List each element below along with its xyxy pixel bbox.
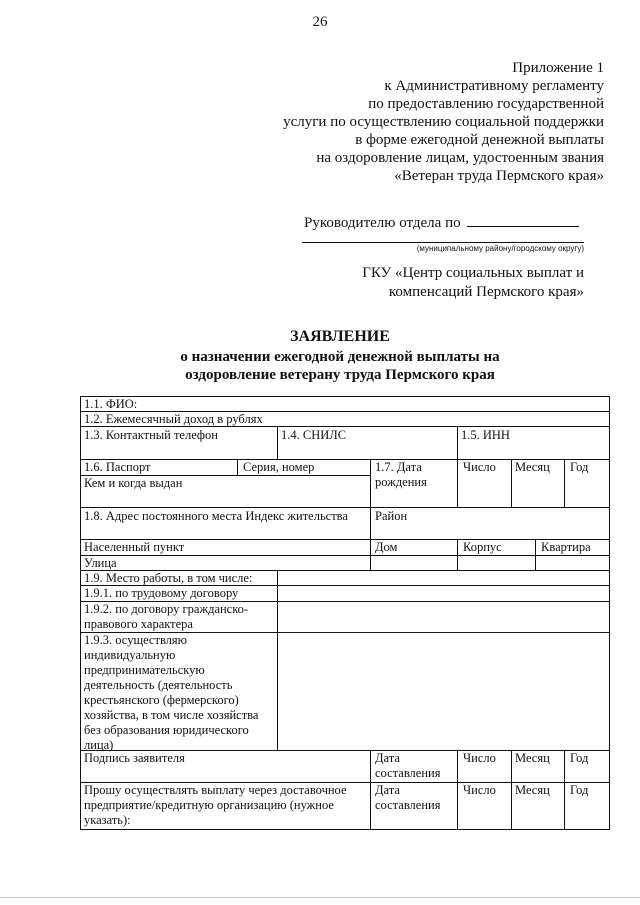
col-line (370, 459, 371, 507)
field-compose-year[interactable]: Год (570, 751, 589, 765)
appendix-line-3: по предоставлению государственной (368, 96, 604, 112)
field-work-place[interactable]: 1.9. Место работы, в том числе: (84, 571, 253, 585)
col-line (564, 459, 565, 507)
field-signature[interactable]: Подпись заявителя (84, 751, 185, 765)
col-line (564, 750, 565, 830)
appendix-line-2: к Административному регламенту (384, 78, 604, 94)
field-compose-day[interactable]: Число (463, 751, 496, 765)
page-bottom-edge (0, 897, 640, 898)
field-entrepreneur[interactable]: 1.9.3. осуществляю индивидуальную предпринимательскую деятельность (деятельность крестьянского (фермерского) хозяйства, в том числе хозяйства без образования юридического лица) (84, 633, 259, 752)
field-snils[interactable]: 1.4. СНИЛС (281, 428, 347, 442)
municipality-caption: (муниципальному району/городскому округу) (416, 244, 584, 253)
municipality-blank[interactable] (302, 242, 584, 243)
org-line-1: ГКУ «Центр социальных выплат и (362, 265, 584, 281)
col-line (80, 396, 81, 830)
field-fio[interactable]: 1.1. ФИО: (84, 397, 138, 411)
col-line (237, 459, 238, 475)
col-line (277, 426, 278, 459)
field-compose-year-2[interactable]: Год (570, 783, 589, 797)
appendix-line-1: Приложение 1 (512, 60, 604, 76)
field-passport: 1.6. Паспорт (84, 460, 151, 474)
col-line (277, 570, 278, 750)
col-line (457, 426, 458, 459)
field-street[interactable]: Улица (84, 556, 117, 570)
field-district[interactable]: Район (375, 509, 408, 523)
field-civil-contract[interactable]: 1.9.2. по договору гражданско-правового характера (84, 602, 249, 631)
recipient-line (304, 214, 579, 232)
document-title: ЗАЯВЛЕНИЕ (290, 328, 390, 345)
field-building[interactable]: Корпус (463, 540, 502, 554)
recipient-label: Руководителю отдела по (304, 215, 461, 231)
field-issued-by[interactable]: Кем и когда выдан (84, 476, 183, 490)
field-compose-month[interactable]: Месяц (515, 751, 550, 765)
appendix-line-5: в форме ежегодной денежной выплаты (355, 132, 604, 148)
field-passport-series[interactable]: Серия, номер (243, 460, 315, 474)
field-payment-request[interactable]: Прошу осуществлять выплату через доставочное предприятие/кредитную организацию (нужное указать): (84, 783, 347, 827)
field-inn[interactable]: 1.5. ИНН (461, 428, 510, 442)
col-line (457, 539, 458, 570)
recipient-blank[interactable] (467, 214, 579, 227)
col-line (511, 750, 512, 830)
field-birth-day[interactable]: Число (463, 460, 496, 474)
org-line-2: компенсаций Пермского края» (388, 284, 584, 300)
row-line (80, 507, 610, 508)
field-birth-date: 1.7. Дата рождения (375, 460, 427, 489)
appendix-line-4: услуги по осуществлению социальной поддержки (283, 114, 604, 130)
appendix-line-7: «Ветеран труда Пермского края» (394, 168, 604, 184)
field-compose-month-2[interactable]: Месяц (515, 783, 550, 797)
field-compose-date: Дата составления (375, 751, 441, 780)
appendix-line-6: на оздоровление лицам, удостоенным звания (316, 150, 604, 166)
page-number: 26 (312, 14, 328, 30)
row-line (80, 555, 610, 556)
field-phone[interactable]: 1.3. Контактный телефон (84, 428, 218, 442)
document-subtitle-1: о назначении ежегодной денежной выплаты на (180, 349, 500, 365)
field-compose-day-2[interactable]: Число (463, 783, 496, 797)
document-subtitle-2: оздоровление ветерану труда Пермского края (185, 367, 495, 383)
col-line (511, 459, 512, 507)
col-line (609, 396, 610, 830)
row-line (80, 396, 610, 397)
col-line (457, 750, 458, 830)
field-compose-date-2: Дата составления (375, 783, 441, 812)
field-birth-year[interactable]: Год (570, 460, 589, 474)
col-line (535, 539, 536, 570)
field-labor-contract[interactable]: 1.9.1. по трудовому договору (84, 586, 239, 600)
field-house[interactable]: Дом (375, 540, 398, 554)
field-locality[interactable]: Населенный пункт (84, 540, 185, 554)
field-address[interactable]: 1.8. Адрес постоянного места Индекс жительства (84, 509, 348, 523)
field-income[interactable]: 1.2. Ежемесячный доход в рублях (84, 412, 263, 426)
row-line (80, 829, 610, 830)
col-line (457, 459, 458, 507)
field-birth-month[interactable]: Месяц (515, 460, 550, 474)
col-line (370, 750, 371, 830)
field-apartment[interactable]: Квартира (541, 540, 591, 554)
